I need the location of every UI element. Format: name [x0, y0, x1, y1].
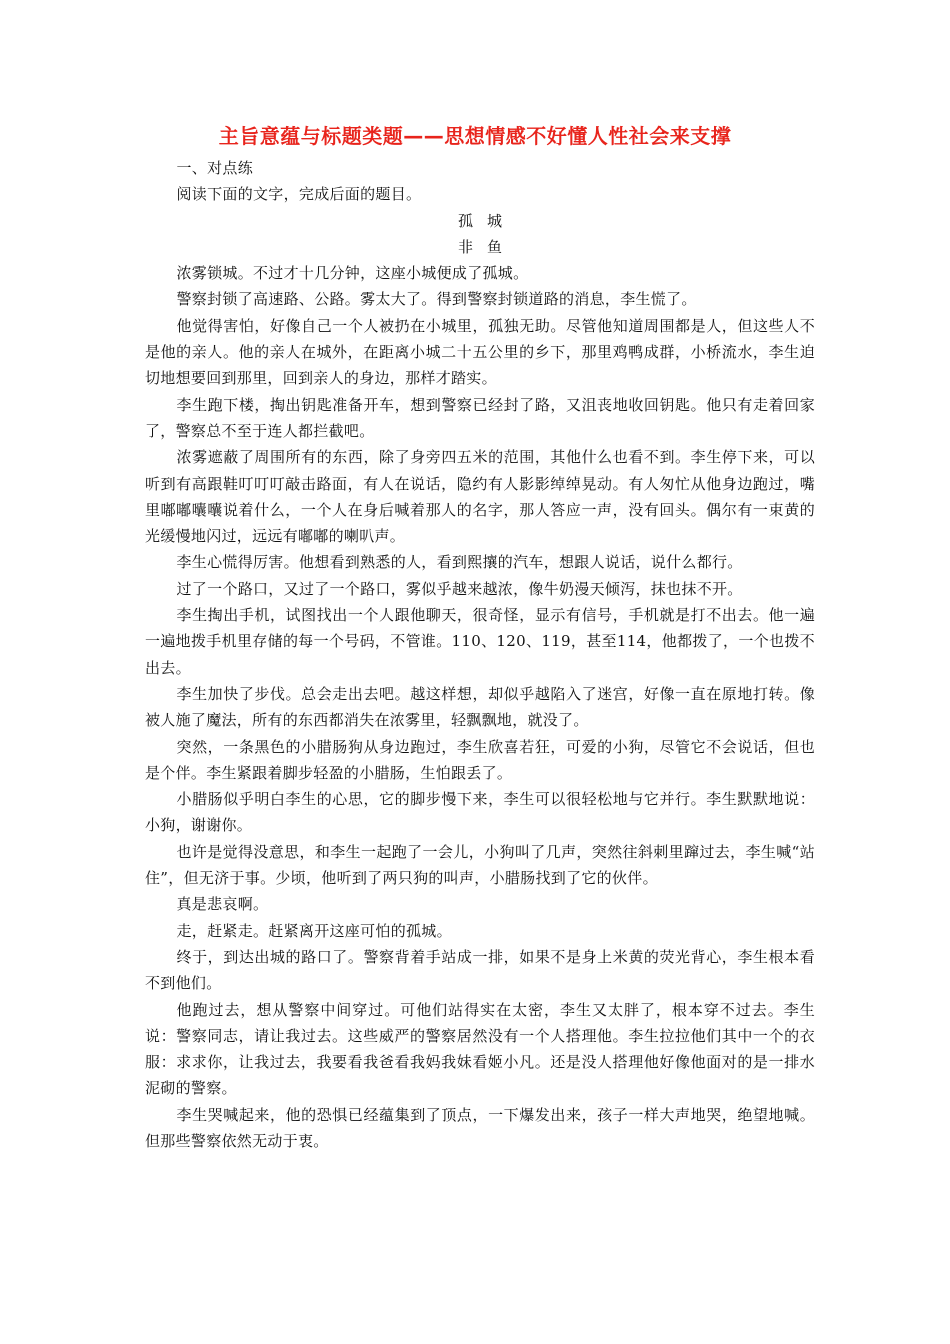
story-paragraph: 李生哭喊起来，他的恐惧已经蕴集到了顶点，一下爆发出来，孩子一样大声地哭，绝望地喊。但那些警察依然无动于衷。 — [145, 1105, 815, 1150]
page-title: 主旨意蕴与标题类题——思想情感不好懂人性社会来支撑 — [218, 124, 732, 148]
story-author: 非鱼 — [457, 237, 516, 256]
story-paragraph: 也许是觉得没意思，和李生一起跑了一会儿，小狗叫了几声，突然往斜刺里蹿过去，李生喊“站住”，但无济于事。少顷，他听到了两只狗的叫声，小腊肠找到了它的伙伴。 — [145, 842, 815, 888]
story-paragraph: 小腊肠似乎明白李生的心思，它的脚步慢下来，李生可以很轻松地与它并行。李生默默地说：小狗，谢谢你。 — [145, 790, 815, 835]
story-paragraph: 走，赶紧走。赶紧离开这座可怕的孤城。 — [176, 921, 452, 940]
story-paragraph: 浓雾锁城。不过才十几分钟，这座小城便成了孤城。 — [176, 264, 529, 283]
story-paragraph: 李生心慌得厉害。他想看到熟悉的人，看到熙攘的汽车，想跟人说话，说什么都行。 — [176, 553, 743, 572]
reading-instruction: 阅读下面的文字，完成后面的题目。 — [176, 185, 422, 204]
document-body — [145, 155, 815, 1154]
story-paragraph: 李生加快了步伐。总会走出去吧。越这样想，却似乎越陷入了迷宫，好像一直在原地打转。像被人施了魔法，所有的东西都消失在浓雾里，轻飘飘地，就没了。 — [145, 684, 815, 730]
story-paragraph: 警察封锁了高速路、公路。雾太大了。得到警察封锁道路的消息，李生慌了。 — [176, 290, 697, 309]
story-paragraph: 他跑过去，想从警察中间穿过。可他们站得实在太密，李生又太胖了，根本穿不过去。李生说：警察同志，请让我过去。这些威严的警察居然没有一个人搭理他。李生拉拉他们其中一个的衣服：求求你，让我过去，我要看我爸看我妈我妹看姬小凡。还是没人搭理他好像他面对的是一排水泥砌的警察。 — [145, 1000, 815, 1098]
story-paragraph: 真是悲哀啊。 — [176, 895, 269, 914]
story-paragraph: 李生跑下楼，掏出钥匙准备开车，想到警察已经封了路，又沮丧地收回钥匙。他只有走着回家了，警察总不至于连人都拦截吧。 — [145, 395, 815, 440]
story-paragraph: 李生掏出手机，试图找出一个人跟他聊天，很奇怪，显示有信号，手机就是打不出去。他一遍一遍地拨手机里存储的每一个号码，不管谁。110、120、119，甚至114，他都拨了，一个也拨不出去。 — [145, 606, 815, 677]
story-title: 孤城 — [457, 211, 516, 230]
section-label: 一、对点练 — [176, 159, 254, 177]
story-paragraph: 他觉得害怕，好像自己一个人被扔在小城里，孤独无助。尽管他知道周围都是人，但这些人不是他的亲人。他的亲人在城外，在距离小城二十五公里的乡下，那里鸡鸭成群，小桥流水，李生迫切地想要回到那里，回到亲人的身边，那样才踏实。 — [145, 316, 815, 388]
story-paragraph: 浓雾遮蔽了周围所有的东西，除了身旁四五米的范围，其他什么也看不到。李生停下来，可以听到有高跟鞋叮叮叮敲击路面，有人在说话，隐约有人影影绰绰晃动。有人匆忙从他身边跑过，嘴里嘟嘟囔囔说着什么，一个人在身后喊着那人的名字，那人答应一声，没有回头。偶尔有一束黄的光缓慢地闪过，远远有嘟嘟的喇叭声。 — [145, 448, 815, 546]
story-paragraph: 突然，一条黑色的小腊肠狗从身边跑过，李生欣喜若狂，可爱的小狗，尽管它不会说话，但也是个伴。李生紧跟着脚步轻盈的小腊肠，生怕跟丢了。 — [145, 737, 815, 782]
story-paragraph: 过了一个路口，又过了一个路口，雾似乎越来越浓，像牛奶漫天倾泻，抹也抹不开。 — [176, 579, 743, 598]
story-paragraph: 终于，到达出城的路口了。警察背着手站成一排，如果不是身上米黄的荧光背心，李生根本看不到他们。 — [145, 947, 815, 993]
